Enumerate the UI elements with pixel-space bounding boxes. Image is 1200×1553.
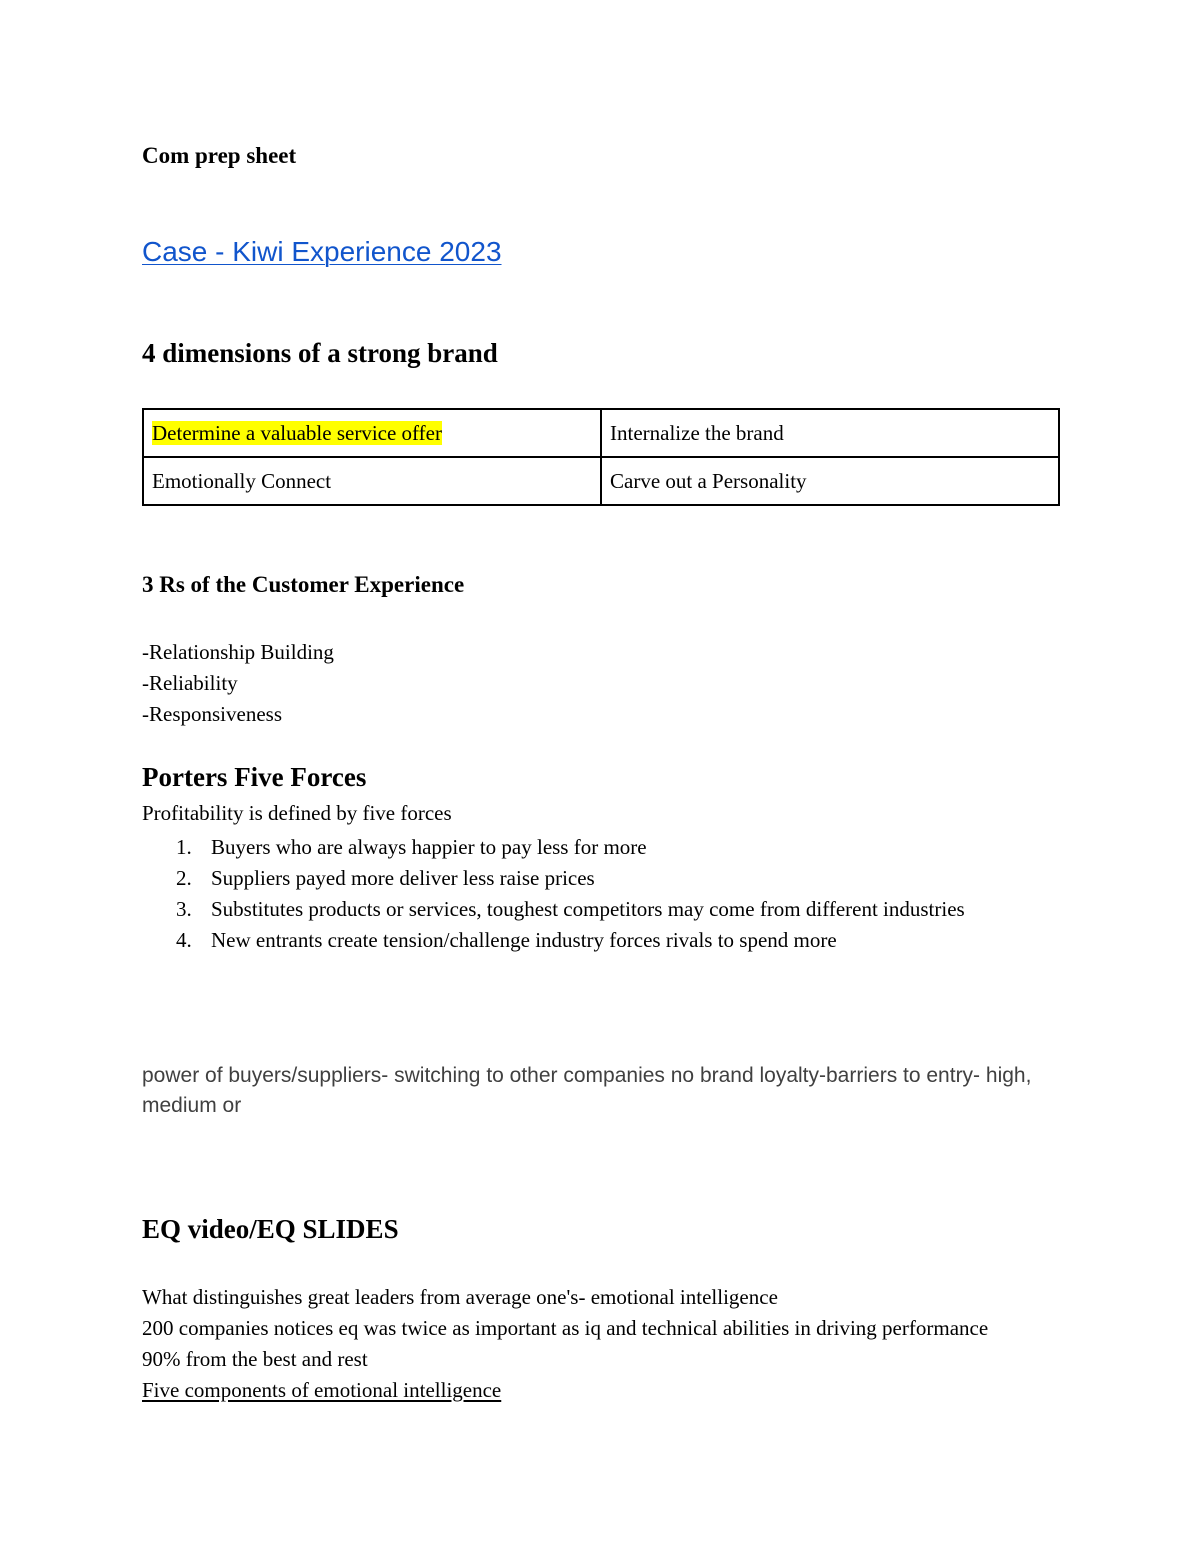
eq-body [142,1282,1022,1406]
table-cell [143,409,601,457]
eq-heading: EQ video/EQ SLIDES [142,1214,399,1244]
brand-dimensions-table [142,408,1060,506]
three-rs-heading: 3 Rs of the Customer Experience [142,572,465,597]
list-item [142,863,1022,894]
list-item: -Reliability [142,671,238,695]
porters-intro: Profitability is defined by five forces [142,801,452,825]
list-item [142,832,1022,863]
list-item-text: New entrants create tension/challenge industry forces rivals to spend more [211,928,837,952]
list-item: -Responsiveness [142,702,282,726]
eq-line: 200 companies notices eq was twice as important as iq and technical abilities in driving performance 90% from the best and rest [142,1316,989,1371]
case-link[interactable]: Case - Kiwi Experience 2023 [142,236,502,267]
eq-components-link: Five components of emotional intelligence [142,1378,502,1402]
table-cell: Emotionally Connect [143,457,601,505]
list-number: 1. [176,835,192,859]
list-number: 4. [176,928,192,952]
list-item: -Relationship Building [142,640,334,664]
table-cell: Carve out a Personality [601,457,1059,505]
list-number: 2. [176,866,192,890]
porters-heading: Porters Five Forces [142,762,367,792]
list-item [142,894,1022,925]
three-rs-list [142,637,334,730]
power-note: power of buyers/suppliers- switching to other companies no brand loyalty-barriers to entry- high, medium or [142,1064,1032,1117]
list-item-text: Suppliers payed more deliver less raise prices [211,866,595,890]
table-cell: Internalize the brand [601,409,1059,457]
list-item-text: Buyers who are always happier to pay less for more [211,835,647,859]
forces-list [142,832,1022,956]
table-row [143,457,1059,505]
page-title: Com prep sheet [142,143,297,168]
brand-dimensions-heading: 4 dimensions of a strong brand [142,338,498,368]
table-row [143,409,1059,457]
highlighted-text: Determine a valuable service offer [152,420,442,445]
list-number: 3. [176,897,192,921]
eq-line: What distinguishes great leaders from average one's- emotional intelligence [142,1285,778,1309]
list-item-text: Substitutes products or services, toughest competitors may come from different industries [211,897,965,921]
list-item [142,925,1022,956]
